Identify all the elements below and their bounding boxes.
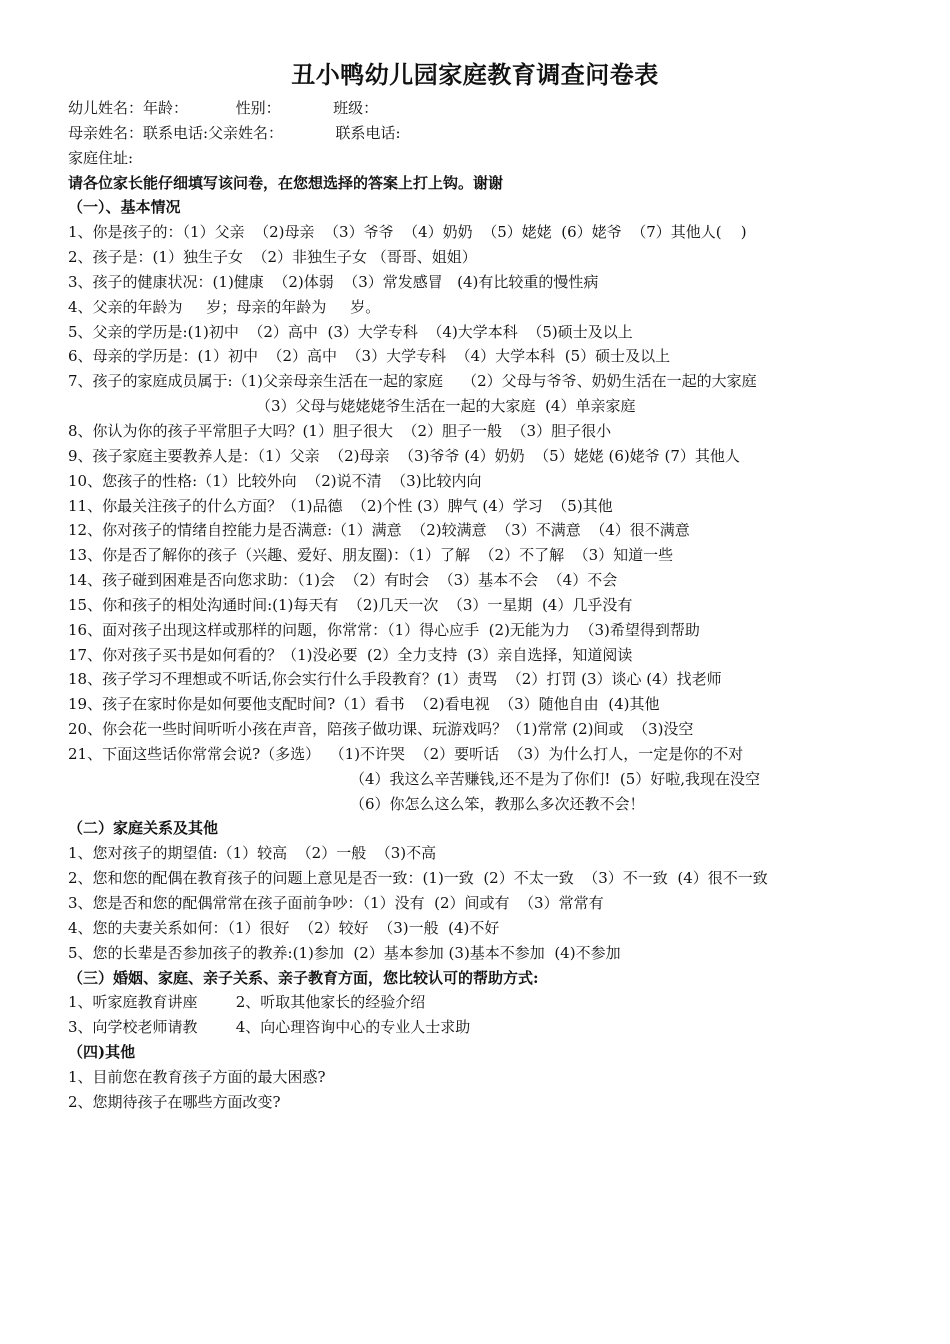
question-4-2: 2、您期待孩子在哪些方面改变? — [68, 1092, 281, 1111]
question-1-13: 13、你是否了解你的孩子（兴趣、爱好、朋友圈)：（1）了解 （2）不了解 （3）知道一些 — [68, 546, 674, 565]
question-1-21: 21、下面这些话你常常会说?（多选） （1)不许哭 （2）要听话 （3）为什么打人，一定是你的不对 — [68, 744, 744, 763]
question-1-11: 11、你最关注孩子的什么方面？（1)品德 （2)个性 (3）脾气 (4）学习 （5)其他 — [68, 496, 613, 515]
question-1-10: 10、您孩子的性格:（1）比较外向 （2)说不清 （3)比较内向 — [68, 471, 482, 490]
question-1-7: 7、孩子的家庭成员属于:（1)父亲母亲生活在一起的家庭 （2）父母与爷爷、奶奶生活在一起的大家庭 — [68, 372, 757, 391]
question-1-8: 8、你认为你的孩子平常胆子大吗？(1）胆子很大 （2）胆子一般 （3）胆子很小 — [68, 421, 612, 440]
question-2-1: 1、您对孩子的期望值:（1）较高 （2）一般 （3)不高 — [68, 844, 437, 863]
question-1-2: 2、孩子是：(1）独生子女 （2）非独生子女 （哥哥、姐姐） — [68, 248, 477, 267]
section-2-heading: （二）家庭关系及其他 — [68, 819, 219, 838]
question-2-2: 2、您和您的配偶在教育孩子的问题上意见是否一致：(1)一致 (2）不太一致 （3）不一致 (4）很不一致 — [68, 869, 768, 888]
instruction-text: 请各位家长能仔细填写该问卷，在您想选择的答案上打上钩。谢谢 — [68, 173, 504, 192]
question-4-1: 1、目前您在教育孩子方面的最大困惑? — [68, 1067, 326, 1086]
question-1-15: 15、你和孩子的相处沟通时间:(1)每天有 （2)几天一次 （3）一星期 (4）几乎没有 — [68, 595, 633, 614]
question-2-4: 4、您的夫妻关系如何：（1）很好 （2）较好 （3)一般 (4)不好 — [68, 918, 500, 937]
question-1-5: 5、父亲的学历是:(1)初中 （2）高中 (3）大学专科 （4)大学本科 （5)硕士及以上 — [68, 322, 633, 341]
help-options-row-2: 3、向学校老师请教 4、向心理咨询中心的专业人士求助 — [68, 1018, 471, 1037]
section-1-heading: （一）、基本情况 — [68, 198, 181, 217]
question-1-14: 14、孩子碰到困难是否向您求助：（1)会 （2）有时会 （3）基本不会 （4）不会 — [68, 571, 618, 590]
question-1-17: 17、你对孩子买书是如何看的？（1)没必要 (2）全力支持 (3）亲自选择，知道阅读 — [68, 645, 633, 664]
question-1-7-continued: （3）父母与姥姥姥爷生活在一起的大家庭 (4）单亲家庭 — [256, 397, 636, 416]
questionnaire-page — [68, 58, 938, 1115]
address-line: 家庭住址: — [68, 148, 134, 167]
question-2-3: 3、您是否和您的配偶常常在孩子面前争吵：（1）没有 (2）间或有 （3）常常有 — [68, 894, 604, 912]
question-1-21-option-6: （6）你怎么这么笨，教那么多次还教不会！ — [350, 794, 645, 813]
question-1-16: 16、面对孩子出现这样或那样的问题，你常常：（1）得心应手 (2)无能为力 （3)希望得到帮助 — [68, 620, 700, 639]
question-1-18: 18、孩子学习不理想或不听话,你会实行什么手段教育？(1）责骂 （2）打罚 (3）谈心 (4）找老师 — [68, 670, 722, 689]
question-1-3: 3、孩子的健康状况：(1)健康 （2)体弱 （3）常发感冒 (4)有比较重的慢性病 — [68, 272, 599, 291]
section-4-heading: （四)其他 — [68, 1043, 136, 1062]
section-3-heading: （三）婚姻、家庭、亲子关系、亲子教育方面，您比较认可的帮助方式: — [68, 968, 539, 987]
question-2-5: 5、您的长辈是否参加孩子的教养:(1)参加 (2）基本参加 (3)基本不参加 (4)不参加 — [68, 943, 621, 962]
question-1-9: 9、孩子家庭主要教养人是：（1）父亲 （2)母亲 （3)爷爷 (4）奶奶 （5）姥姥 (6)姥爷 (7）其他人 — [68, 446, 740, 465]
help-options-row-1: 1、听家庭教育讲座 2、听取其他家长的经验介绍 — [68, 993, 426, 1012]
question-1-4: 4、父亲的年龄为 岁；母亲的年龄为 岁。 — [68, 297, 381, 316]
question-1-1: 1、你是孩子的：（1）父亲 （2)母亲 （3）爷爷 （4）奶奶 （5）姥姥 (6）姥爷 （7）其他人( ) — [68, 223, 747, 242]
question-1-19: 19、孩子在家时你是如何要他支配时间?（1）看书 （2)看电视 （3）随他自由 (4)其他 — [68, 695, 660, 714]
page-title: 丑小鸭幼儿园家庭教育调查问卷表 — [291, 60, 659, 89]
question-1-6: 6、母亲的学历是：(1）初中 （2）高中 （3）大学专科 （4）大学本科 (5）硕士及以上 — [68, 347, 671, 366]
parent-info-line: 母亲姓名：联系电话:父亲姓名： 联系电话: — [68, 123, 401, 142]
question-1-21-option-4-5: （4）我这么辛苦赚钱,还不是为了你们! (5）好啦,我现在没空 — [350, 769, 761, 788]
question-1-12: 12、你对孩子的情绪自控能力是否满意:（1）满意 （2)较满意 （3）不满意 （4）很不满意 — [68, 521, 690, 540]
question-1-20: 20、你会花一些时间听听小孩在声音，陪孩子做功课、玩游戏吗？（1)常常 (2)间或 （3)没空 — [68, 720, 694, 739]
child-info-line: 幼儿姓名：年龄： 性别： 班级： — [68, 99, 379, 117]
